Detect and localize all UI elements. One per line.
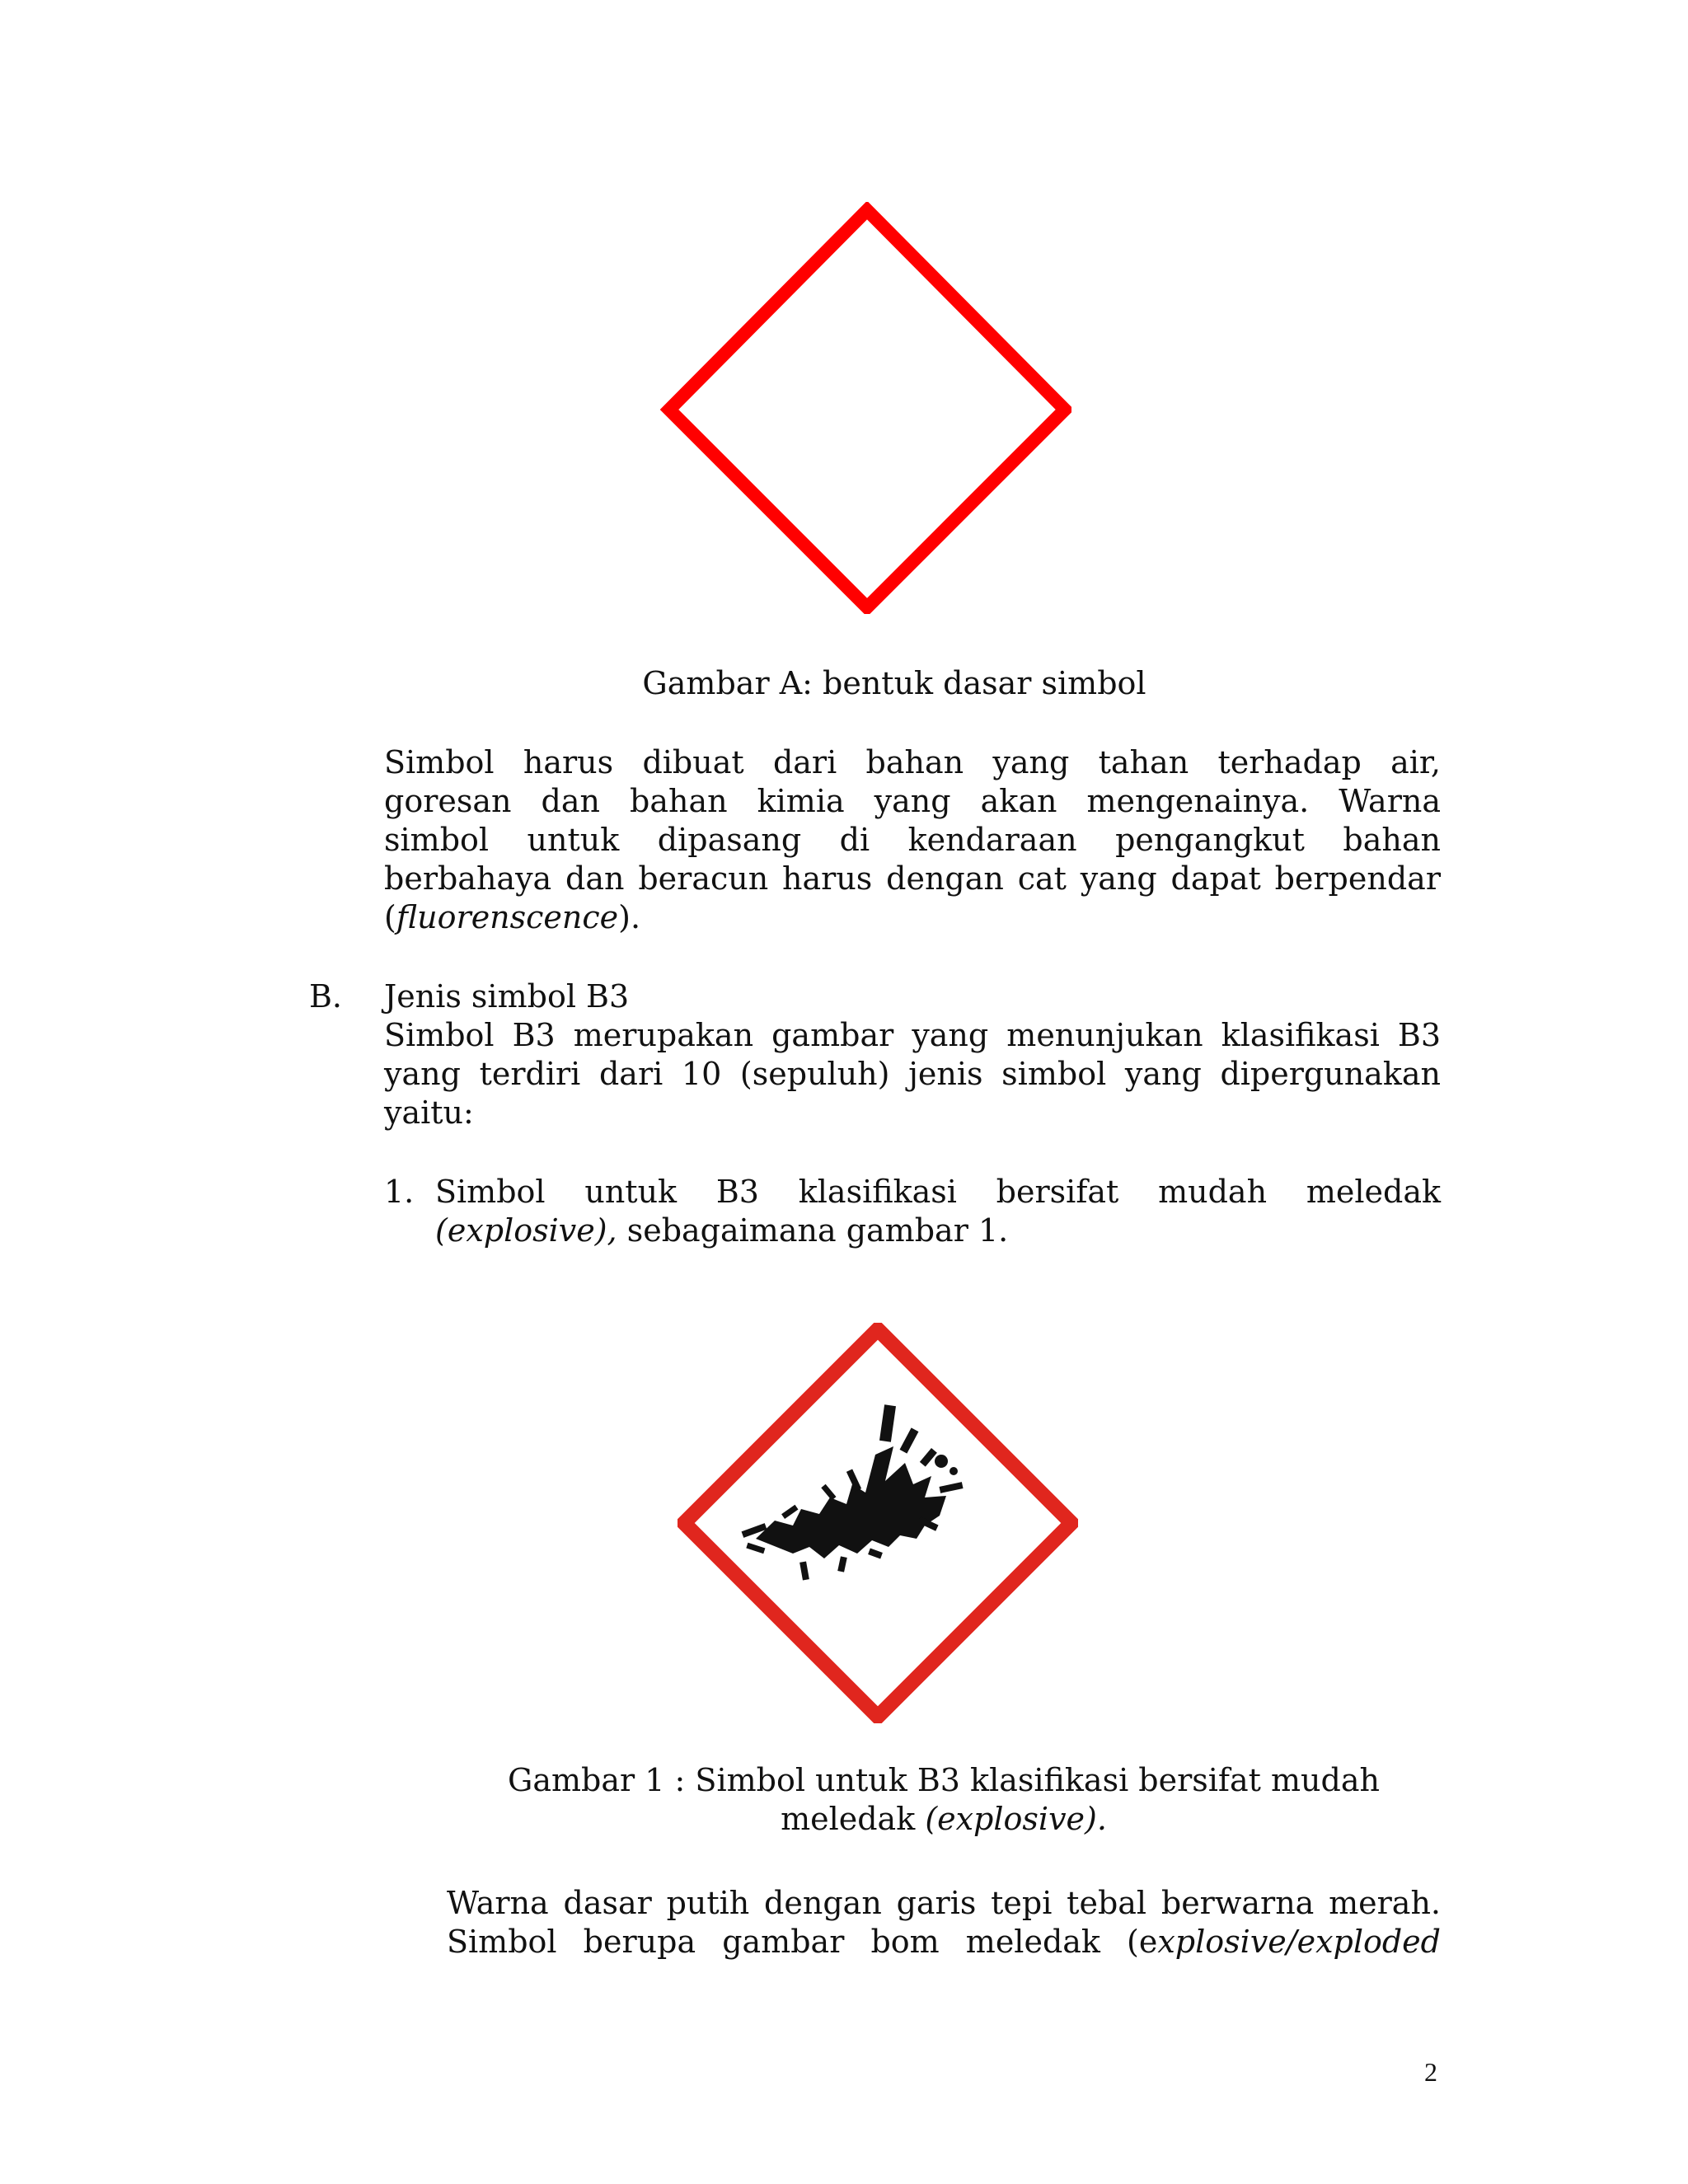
figure-a-caption: Gambar A: bentuk dasar simbol	[642, 665, 1146, 701]
para1-line: simbol untuk dipasang di kendaraan pengangkut bahan	[384, 822, 1441, 858]
section-b-heading: Jenis simbol B3	[384, 978, 630, 1015]
item1-line: (explosive), sebagaimana gambar 1.	[435, 1212, 1009, 1249]
section-b-line: yang terdiri dari 10 (sepuluh) jenis simbol yang dipergunakan	[384, 1056, 1441, 1092]
item1-line: Simbol untuk B3 klasifikasi bersifat mudah meledak	[435, 1174, 1441, 1210]
para1-line: goresan dan bahan kimia yang akan mengenainya. Warna	[384, 783, 1441, 819]
list-item-number: 1.	[384, 1174, 415, 1210]
section-b-marker: B.	[309, 978, 343, 1015]
basic-diamond-symbol	[659, 202, 1071, 614]
para1-line: (fluorenscence).	[384, 899, 641, 935]
para2-line: Warna dasar putih dengan garis tepi tebal berwarna merah.	[447, 1885, 1441, 1921]
explosive-pictogram-icon	[678, 1323, 1078, 1723]
list-item-explosive	[435, 1173, 1441, 1250]
figure-1-caption-line: meledak (explosive).	[781, 1801, 1107, 1837]
section-b-line: Simbol B3 merupakan gambar yang menunjukan klasifikasi B3	[384, 1017, 1441, 1053]
figure-1-caption-line: Gambar 1 : Simbol untuk B3 klasifikasi bersifat mudah	[508, 1762, 1380, 1798]
section-b-body	[384, 1016, 1441, 1132]
para2-line: Simbol berupa gambar bom meledak (explosive/exploded	[447, 1924, 1441, 1960]
page-number: 2	[1424, 2057, 1437, 2087]
para1-line: Simbol harus dibuat dari bahan yang tahan terhadap air,	[384, 744, 1441, 780]
paragraph-symbol-description	[447, 1884, 1441, 1961]
section-b-line: yaitu:	[384, 1094, 474, 1131]
paragraph-symbol-material	[384, 743, 1441, 937]
figure-1-caption	[462, 1761, 1426, 1839]
para1-line: berbahaya dan beracun harus dengan cat yang dapat berpendar	[384, 860, 1441, 897]
